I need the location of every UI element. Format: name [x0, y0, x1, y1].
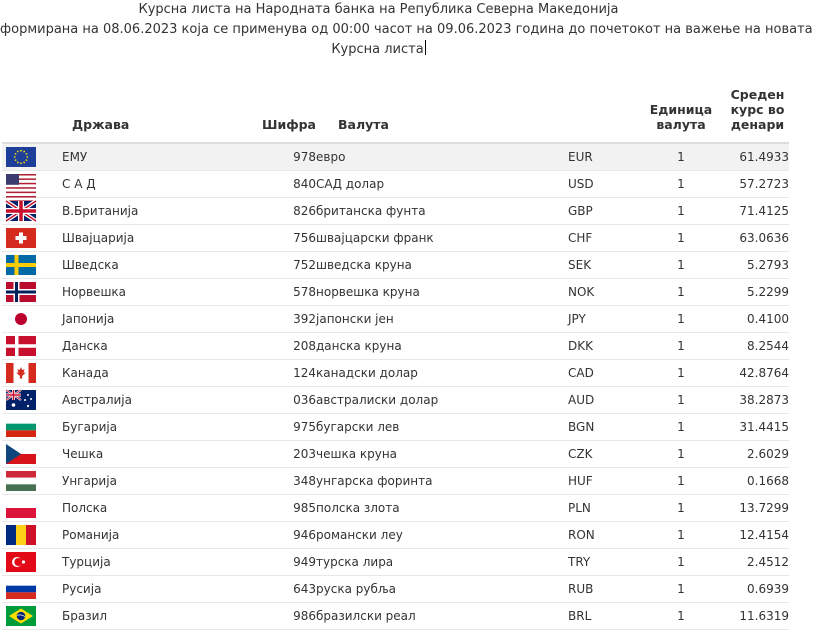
currency-unit: 1	[636, 441, 726, 468]
country-name: Норвешка	[62, 279, 240, 306]
average-rate: 42.8764	[726, 360, 789, 387]
currency-iso-code: HUF	[568, 468, 636, 495]
intro-line-1: Курсна листа на Народната банка на Република Северна Македонија	[138, 2, 619, 17]
table-row	[2, 549, 789, 576]
currency-unit: 1	[636, 171, 726, 198]
country-name: Данска	[62, 333, 240, 360]
currency-unit: 1	[636, 468, 726, 495]
table-row	[2, 225, 789, 252]
country-name: ЕМУ	[62, 143, 240, 171]
flag-cell	[2, 171, 62, 198]
flag-cell	[2, 333, 62, 360]
currency-code-number: 840	[240, 171, 316, 198]
flag-cell	[2, 576, 62, 603]
country-name: Унгарија	[62, 468, 240, 495]
table-row	[2, 306, 789, 333]
currency-iso-code: BRL	[568, 603, 636, 630]
currency-iso-code: SEK	[568, 252, 636, 279]
header-unit: Единица валута	[649, 102, 713, 132]
currency-iso-code: RON	[568, 522, 636, 549]
currency-unit: 1	[636, 387, 726, 414]
currency-iso-code: CZK	[568, 441, 636, 468]
pl-flag-icon	[6, 498, 36, 518]
average-rate: 2.4512	[726, 549, 789, 576]
currency-name: швајцарски франк	[316, 225, 568, 252]
table-row	[2, 495, 789, 522]
currency-name: австралиски долар	[316, 387, 568, 414]
table-row	[2, 252, 789, 279]
currency-name: данска круна	[316, 333, 568, 360]
table-row	[2, 333, 789, 360]
us-flag-icon	[6, 174, 36, 194]
country-name: Романија	[62, 522, 240, 549]
currency-name: унгарска форинта	[316, 468, 568, 495]
average-rate: 0.6939	[726, 576, 789, 603]
average-rate: 12.4154	[726, 522, 789, 549]
currency-name: руска рубља	[316, 576, 568, 603]
table-row	[2, 387, 789, 414]
exchange-rate-table	[2, 66, 789, 630]
currency-iso-code: USD	[568, 171, 636, 198]
currency-name: бугарски лев	[316, 414, 568, 441]
currency-iso-code: EUR	[568, 143, 636, 171]
hu-flag-icon	[6, 471, 36, 491]
currency-name: турска лира	[316, 549, 568, 576]
average-rate: 0.4100	[726, 306, 789, 333]
country-name: С А Д	[62, 171, 240, 198]
currency-unit: 1	[636, 306, 726, 333]
flag-cell	[2, 495, 62, 522]
average-rate: 57.2723	[726, 171, 789, 198]
currency-code-number: 643	[240, 576, 316, 603]
flag-cell	[2, 306, 62, 333]
average-rate: 0.1668	[726, 468, 789, 495]
currency-unit: 1	[636, 143, 726, 171]
header-country: Држава	[72, 117, 130, 132]
currency-code-number: 949	[240, 549, 316, 576]
currency-name: чешка круна	[316, 441, 568, 468]
jp-flag-icon	[6, 309, 36, 329]
currency-unit: 1	[636, 225, 726, 252]
table-row	[2, 603, 789, 630]
table-row	[2, 441, 789, 468]
country-name: Русија	[62, 576, 240, 603]
average-rate: 11.6319	[726, 603, 789, 630]
tr-flag-icon	[6, 552, 36, 572]
au-flag-icon	[6, 390, 36, 410]
flag-cell	[2, 468, 62, 495]
gb-flag-icon	[6, 201, 36, 221]
table-row	[2, 576, 789, 603]
flag-cell	[2, 279, 62, 306]
country-name: В.Британија	[62, 198, 240, 225]
currency-code-number: 826	[240, 198, 316, 225]
table-row	[2, 522, 789, 549]
table-row	[2, 414, 789, 441]
currency-unit: 1	[636, 279, 726, 306]
ca-flag-icon	[6, 363, 36, 383]
currency-unit: 1	[636, 414, 726, 441]
currency-name: канадски долар	[316, 360, 568, 387]
flag-cell	[2, 522, 62, 549]
text-cursor	[425, 40, 426, 55]
currency-name: норвешка круна	[316, 279, 568, 306]
currency-code-number: 578	[240, 279, 316, 306]
table-header-row	[2, 66, 789, 143]
currency-code-number: 392	[240, 306, 316, 333]
table-row	[2, 468, 789, 495]
flag-cell	[2, 549, 62, 576]
currency-unit: 1	[636, 495, 726, 522]
no-flag-icon	[6, 282, 36, 302]
currency-code-number: 036	[240, 387, 316, 414]
header-iso	[568, 66, 636, 143]
currency-name: бразилски реал	[316, 603, 568, 630]
currency-iso-code: AUD	[568, 387, 636, 414]
currency-iso-code: CHF	[568, 225, 636, 252]
currency-name: евро	[316, 143, 568, 171]
average-rate: 2.6029	[726, 441, 789, 468]
dk-flag-icon	[6, 336, 36, 356]
country-name: Шведска	[62, 252, 240, 279]
currency-iso-code: GBP	[568, 198, 636, 225]
currency-code-number: 752	[240, 252, 316, 279]
currency-iso-code: RUB	[568, 576, 636, 603]
intro-line-3-text: Курсна листа	[331, 42, 424, 57]
intro-line-3	[0, 40, 757, 60]
cz-flag-icon	[6, 444, 36, 464]
currency-name: САД долар	[316, 171, 568, 198]
header-flag	[2, 66, 62, 143]
flag-cell	[2, 387, 62, 414]
currency-name: британска фунта	[316, 198, 568, 225]
table-row	[2, 171, 789, 198]
currency-name: јапонски јен	[316, 306, 568, 333]
currency-code-number: 348	[240, 468, 316, 495]
average-rate: 31.4415	[726, 414, 789, 441]
currency-iso-code: BGN	[568, 414, 636, 441]
currency-unit: 1	[636, 360, 726, 387]
flag-cell	[2, 603, 62, 630]
average-rate: 63.0636	[726, 225, 789, 252]
currency-code-number: 124	[240, 360, 316, 387]
flag-cell	[2, 360, 62, 387]
ru-flag-icon	[6, 579, 36, 599]
currency-unit: 1	[636, 252, 726, 279]
country-name: Чешка	[62, 441, 240, 468]
currency-iso-code: DKK	[568, 333, 636, 360]
table-row	[2, 279, 789, 306]
currency-iso-code: CAD	[568, 360, 636, 387]
header-rate: Среден курс во денари	[730, 87, 785, 132]
currency-unit: 1	[636, 549, 726, 576]
ro-flag-icon	[6, 525, 36, 545]
intro-text	[0, 0, 813, 60]
currency-unit: 1	[636, 603, 726, 630]
flag-cell	[2, 414, 62, 441]
average-rate: 71.4125	[726, 198, 789, 225]
average-rate: 13.7299	[726, 495, 789, 522]
header-currency: Валута	[338, 117, 389, 132]
flag-cell	[2, 198, 62, 225]
country-name: Австралија	[62, 387, 240, 414]
currency-unit: 1	[636, 198, 726, 225]
flag-cell	[2, 143, 62, 171]
currency-code-number: 203	[240, 441, 316, 468]
se-flag-icon	[6, 255, 36, 275]
currency-unit: 1	[636, 333, 726, 360]
currency-code-number: 946	[240, 522, 316, 549]
country-name: Јапонија	[62, 306, 240, 333]
currency-code-number: 985	[240, 495, 316, 522]
average-rate: 38.2873	[726, 387, 789, 414]
table-row	[2, 360, 789, 387]
average-rate: 5.2299	[726, 279, 789, 306]
currency-iso-code: NOK	[568, 279, 636, 306]
currency-unit: 1	[636, 576, 726, 603]
currency-code-number: 208	[240, 333, 316, 360]
country-name: Турција	[62, 549, 240, 576]
country-name: Полска	[62, 495, 240, 522]
currency-code-number: 975	[240, 414, 316, 441]
country-name: Бразил	[62, 603, 240, 630]
currency-name: романски леу	[316, 522, 568, 549]
currency-iso-code: JPY	[568, 306, 636, 333]
average-rate: 8.2544	[726, 333, 789, 360]
currency-name: полска злота	[316, 495, 568, 522]
currency-iso-code: TRY	[568, 549, 636, 576]
flag-cell	[2, 225, 62, 252]
currency-code-number: 756	[240, 225, 316, 252]
flag-cell	[2, 441, 62, 468]
br-flag-icon	[6, 606, 36, 626]
country-name: Канада	[62, 360, 240, 387]
table-row	[2, 143, 789, 171]
currency-iso-code: PLN	[568, 495, 636, 522]
currency-name: шведска круна	[316, 252, 568, 279]
country-name: Швајцарија	[62, 225, 240, 252]
country-name: Бугарија	[62, 414, 240, 441]
eu-flag-icon	[6, 147, 36, 167]
table-row	[2, 198, 789, 225]
intro-line-2: формирана на 08.06.2023 која се применува од 00:00 часот на 09.06.2023 година до почетокот на важење на новата	[0, 22, 813, 37]
flag-cell	[2, 252, 62, 279]
currency-unit: 1	[636, 522, 726, 549]
currency-code-number: 986	[240, 603, 316, 630]
bg-flag-icon	[6, 417, 36, 437]
header-code: Шифра	[262, 117, 316, 132]
currency-code-number: 978	[240, 143, 316, 171]
ch-flag-icon	[6, 228, 36, 248]
average-rate: 5.2793	[726, 252, 789, 279]
average-rate: 61.4933	[726, 143, 789, 171]
